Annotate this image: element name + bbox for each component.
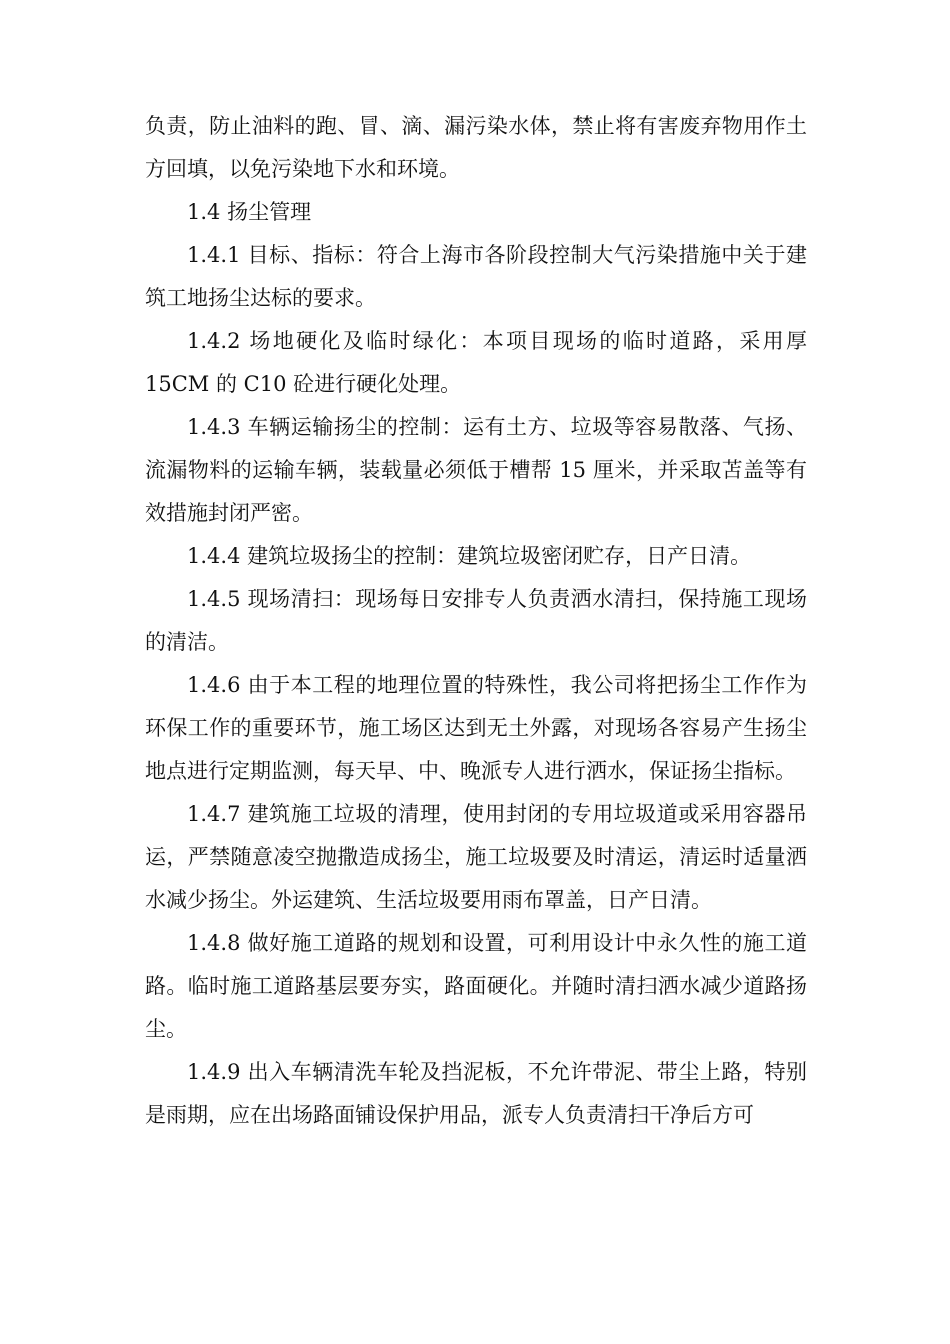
paragraph-1-4-1: 1.4.1 目标、指标：符合上海市各阶段控制大气污染措施中关于建筑工地扬尘达标的要求。 <box>145 243 807 310</box>
paragraph-1-4-9: 1.4.9 出入车辆清洗车轮及挡泥板，不允许带泥、带尘上路，特别是雨期，应在出场路面铺设保护用品，派专人负责清扫干净后方可 <box>145 1060 807 1127</box>
paragraph-1-4-4: 1.4.4 建筑垃圾扬尘的控制：建筑垃圾密闭贮存，日产日清。 <box>187 544 752 568</box>
paragraph-1-4-3: 1.4.3 车辆运输扬尘的控制：运有土方、垃圾等容易散落、气扬、流漏物料的运输车辆，装载量必须低于槽帮 15 厘米，并采取苫盖等有效措施封闭严密。 <box>145 415 807 525</box>
section-heading-dust-management: 1.4 扬尘管理 <box>187 200 312 224</box>
paragraph-1-4-2: 1.4.2 场地硬化及临时绿化：本项目现场的临时道路，采用厚15CM 的 C10 砼进行硬化处理。 <box>145 329 807 396</box>
document-body <box>145 105 807 1137</box>
paragraph-1-4-7: 1.4.7 建筑施工垃圾的清理，使用封闭的专用垃圾道或采用容器吊运，严禁随意凌空抛撒造成扬尘，施工垃圾要及时清运，清运时适量洒水减少扬尘。外运建筑、生活垃圾要用雨布罩盖，日产日清。 <box>145 802 807 912</box>
paragraph-continuation: 负责，防止油料的跑、冒、滴、漏污染水体，禁止将有害废弃物用作土方回填，以免污染地下水和环境。 <box>145 114 807 181</box>
paragraph-1-4-5: 1.4.5 现场清扫：现场每日安排专人负责洒水清扫，保持施工现场的清洁。 <box>145 587 807 654</box>
paragraph-1-4-6: 1.4.6 由于本工程的地理位置的特殊性，我公司将把扬尘工作作为环保工作的重要环节，施工场区达到无土外露，对现场各容易产生扬尘地点进行定期监测，每天早、中、晚派专人进行洒水，保证扬尘指标。 <box>145 673 807 783</box>
paragraph-1-4-8: 1.4.8 做好施工道路的规划和设置，可利用设计中永久性的施工道路。临时施工道路基层要夯实，路面硬化。并随时清扫洒水减少道路扬尘。 <box>145 931 807 1041</box>
